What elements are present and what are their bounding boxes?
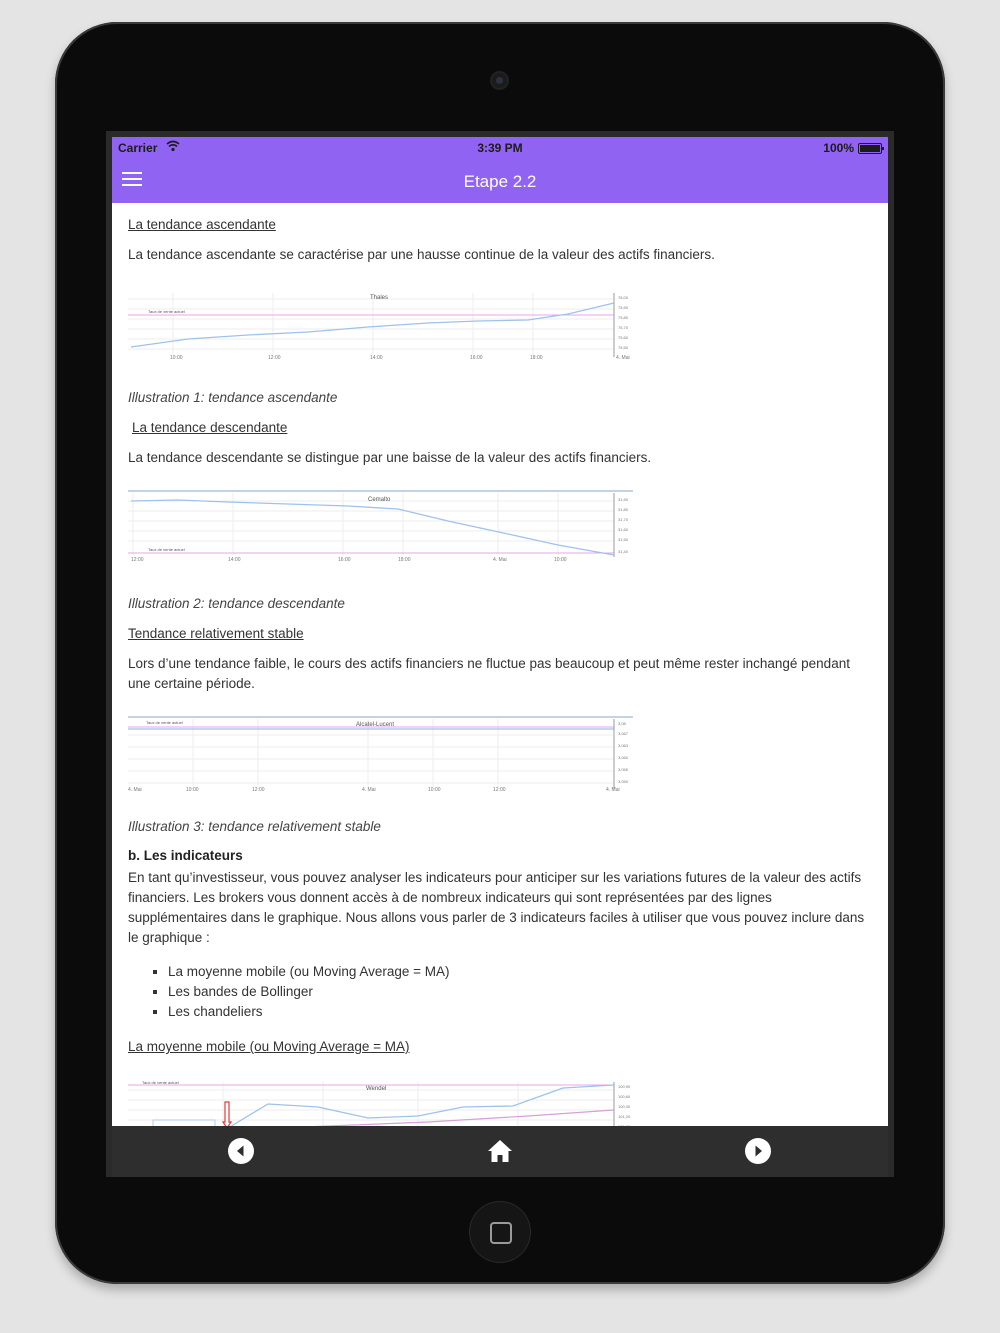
svg-text:31,40: 31,40	[618, 549, 629, 554]
heading-descendante: La tendance descendante	[132, 420, 288, 435]
list-item: ▪ La moyenne mobile (ou Moving Average = MA)	[168, 962, 450, 982]
svg-text:75,60: 75,60	[618, 335, 629, 340]
svg-text:3,050: 3,050	[618, 779, 629, 784]
chart-descendante	[128, 489, 635, 561]
next-button[interactable]	[744, 1137, 772, 1165]
arrow-left-circle-icon	[227, 1137, 255, 1165]
svg-text:101,20: 101,20	[618, 1114, 631, 1119]
svg-text:18:00: 18:00	[398, 557, 411, 563]
text-indicateurs: En tant qu’investisseur, vous pouvez analyser les indicateurs pour anticiper sur les variations futures de la valeur des actifs financiers. Les brokers vous donnent accès à de nombreux indicateurs qui sont représentées par des lignes supplémentaires dans le graphique. Nous allons vous parler de 3 indicateurs faciles à utiliser que vous pouvez inclure dans le graphique :	[128, 870, 865, 945]
chart-ascendante	[128, 289, 635, 361]
battery-icon	[858, 143, 882, 154]
svg-text:3,060: 3,060	[618, 755, 629, 760]
svg-text:12:00: 12:00	[268, 355, 281, 361]
svg-text:100,60: 100,60	[618, 1094, 631, 1099]
text-descendante: La tendance descendante se distingue par une baisse de la valeur des actifs financiers.	[128, 450, 652, 465]
carrier-label: Carrier	[118, 141, 158, 155]
previous-button[interactable]	[227, 1137, 255, 1165]
list-item: ▪ Les chandeliers	[168, 1002, 450, 1022]
svg-text:75,90: 75,90	[618, 305, 629, 310]
status-bar	[112, 137, 888, 159]
svg-text:31,50: 31,50	[618, 537, 629, 542]
svg-text:31,60: 31,60	[618, 527, 629, 532]
bottom-toolbar	[112, 1126, 888, 1177]
svg-text:10:00: 10:00	[554, 557, 567, 563]
page-title: Etape 2.2	[463, 172, 537, 191]
battery-percent: 100%	[823, 141, 854, 155]
front-camera	[492, 73, 507, 88]
svg-text:10:00: 10:00	[170, 355, 183, 361]
lesson-content	[128, 203, 873, 1126]
chart-ascendante-title: Thales	[370, 295, 389, 301]
svg-text:18:00: 18:00	[530, 355, 543, 361]
svg-text:75,50: 75,50	[618, 345, 629, 350]
svg-text:100,30: 100,30	[618, 1104, 631, 1109]
heading-stable: Tendance relativement stable	[128, 626, 304, 641]
svg-text:16:00: 16:00	[338, 557, 351, 563]
device-home-button[interactable]	[470, 1202, 530, 1262]
svg-text:4. Mai: 4. Mai	[128, 787, 142, 793]
indicator-list	[128, 962, 450, 1022]
clock: 3:39 PM	[477, 141, 523, 155]
text-ascendante: La tendance ascendante se caractérise par une hausse continue de la valeur des actifs financiers.	[128, 247, 715, 262]
chart-moyenne-label: Taux de vente actuel	[142, 1080, 179, 1085]
svg-text:3,063: 3,063	[618, 743, 629, 748]
app-screen	[112, 137, 888, 1177]
caption-descendante: Illustration 2: tendance descendante	[128, 596, 345, 611]
caption-stable: Illustration 3: tendance relativement stable	[128, 819, 381, 834]
svg-text:100,90: 100,90	[618, 1084, 631, 1089]
chart-descendante-label: Taux de vente actuel	[148, 547, 185, 552]
svg-text:12:00: 12:00	[493, 787, 506, 793]
svg-text:4. Mai: 4. Mai	[493, 557, 507, 563]
home-icon	[486, 1137, 514, 1165]
svg-text:75,80: 75,80	[618, 315, 629, 320]
home-button[interactable]	[486, 1137, 514, 1165]
chart-moyenne-title: Wendel	[366, 1086, 387, 1092]
arrow-right-circle-icon	[744, 1137, 772, 1165]
heading-ascendante: La tendance ascendante	[128, 217, 276, 232]
chart-descendante-title: Cemalto	[368, 497, 391, 503]
chart-ascendante-label: Taux de vente actuel	[148, 309, 185, 314]
svg-text:14:00: 14:00	[370, 355, 383, 361]
svg-text:31,70: 31,70	[618, 517, 629, 522]
svg-text:31,90: 31,90	[618, 497, 629, 502]
svg-text:4. Mai: 4. Mai	[616, 355, 630, 361]
svg-text:12:00: 12:00	[131, 557, 144, 563]
text-stable: Lors d’une tendance faible, le cours des actifs financiers ne fluctue pas beaucoup et peut même rester inchangé pendant une certaine période.	[128, 656, 850, 691]
svg-text:10:00: 10:00	[428, 787, 441, 793]
svg-text:4. Mai: 4. Mai	[362, 787, 376, 793]
svg-text:3,067: 3,067	[618, 731, 629, 736]
heading-moyenne: La moyenne mobile (ou Moving Average = MA)	[128, 1039, 410, 1054]
chart-stable-label: Taux de vente actuel	[146, 720, 183, 725]
svg-text:14:00: 14:00	[228, 557, 241, 563]
heading-indicateurs: b. Les indicateurs	[128, 848, 243, 863]
chart-stable-title: Alcatel-Lucent	[356, 722, 395, 728]
caption-ascendante: Illustration 1: tendance ascendante	[128, 390, 338, 405]
svg-text:75,70: 75,70	[618, 325, 629, 330]
svg-text:10:00: 10:00	[186, 787, 199, 793]
list-item: ▪ Les bandes de Bollinger	[168, 982, 450, 1002]
svg-text:3,08: 3,08	[618, 721, 626, 726]
svg-text:12:00: 12:00	[252, 787, 265, 793]
nav-bar	[112, 159, 888, 203]
svg-text:3,055: 3,055	[618, 767, 629, 772]
svg-text:4. Mai: 4. Mai	[606, 787, 620, 793]
svg-text:76,00: 76,00	[618, 295, 629, 300]
svg-text:31,80: 31,80	[618, 507, 629, 512]
svg-text:16:00: 16:00	[470, 355, 483, 361]
chart-stable	[128, 715, 635, 791]
